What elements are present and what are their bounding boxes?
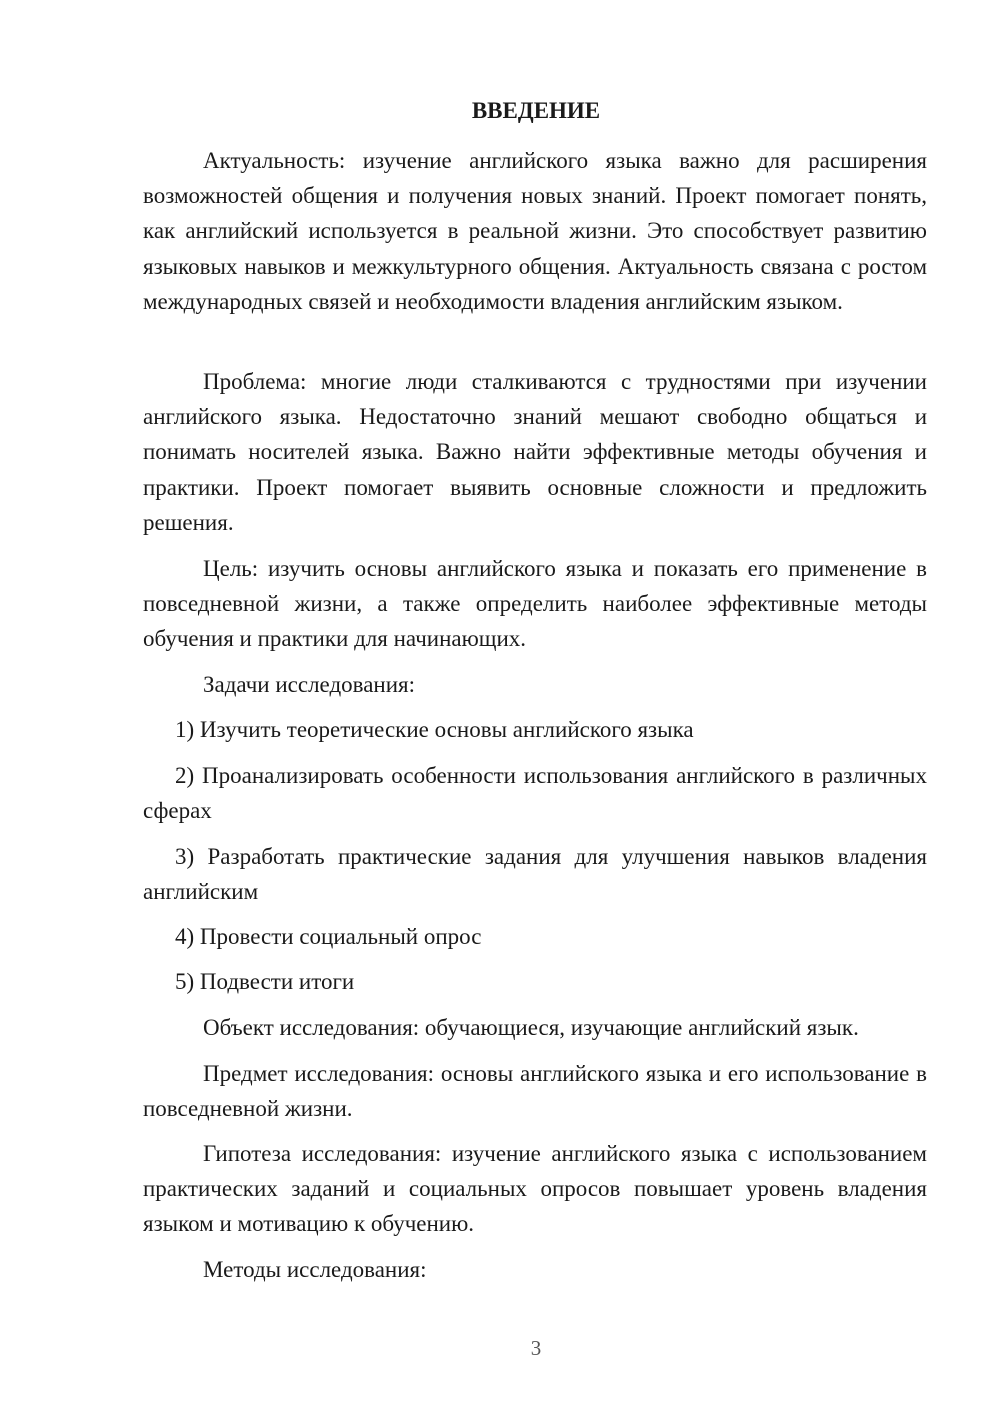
- research-subject: Предмет исследования: основы английского языка и его использование в повседневной жизни.: [143, 1061, 927, 1122]
- task-item-3: 3) Разработать практические задания для улучшения навыков владения английским: [143, 844, 927, 905]
- page-number: 3: [530, 1336, 542, 1360]
- task-item-5: 5) Подвести итоги: [175, 969, 355, 994]
- methods-heading: Методы исследования:: [203, 1257, 427, 1282]
- section-title: ВВЕДЕНИЕ: [471, 98, 601, 123]
- task-item-4: 4) Провести социальный опрос: [175, 924, 482, 949]
- tasks-heading: Задачи исследования:: [203, 672, 416, 697]
- research-hypothesis: Гипотеза исследования: изучение английского языка с использованием практических заданий и социальных опросов повышает уровень владения языком и мотивацию к обучению.: [143, 1141, 927, 1237]
- problem-paragraph: Проблема: многие люди сталкиваются с трудностями при изучении английского языка. Недостаточно знаний мешают свободно общаться и понимать носителей языка. Важно найти эффективные методы обучения и практики. Проект помогает выявить основные сложности и предложить решения.: [143, 369, 927, 535]
- relevance-paragraph: Актуальность: изучение английского языка важно для расширения возможностей общения и получения новых знаний. Проект помогает понять, как английский используется в реальной жизни. Это способствует развитию языковых навыков и межкультурного общения. Актуальность связана с ростом международных связей и необходимости владения английским языком.: [143, 148, 927, 314]
- goal-paragraph: Цель: изучить основы английского языка и показать его применение в повседневной жизни, а также определить наиболее эффективные методы обучения и практики для начинающих.: [143, 556, 927, 652]
- research-object: Объект исследования: обучающиеся, изучающие английский язык.: [203, 1015, 859, 1040]
- task-item-1: 1) Изучить теоретические основы английского языка: [175, 717, 694, 742]
- task-item-2: 2) Проанализировать особенности использования английского в различных сферах: [143, 763, 927, 824]
